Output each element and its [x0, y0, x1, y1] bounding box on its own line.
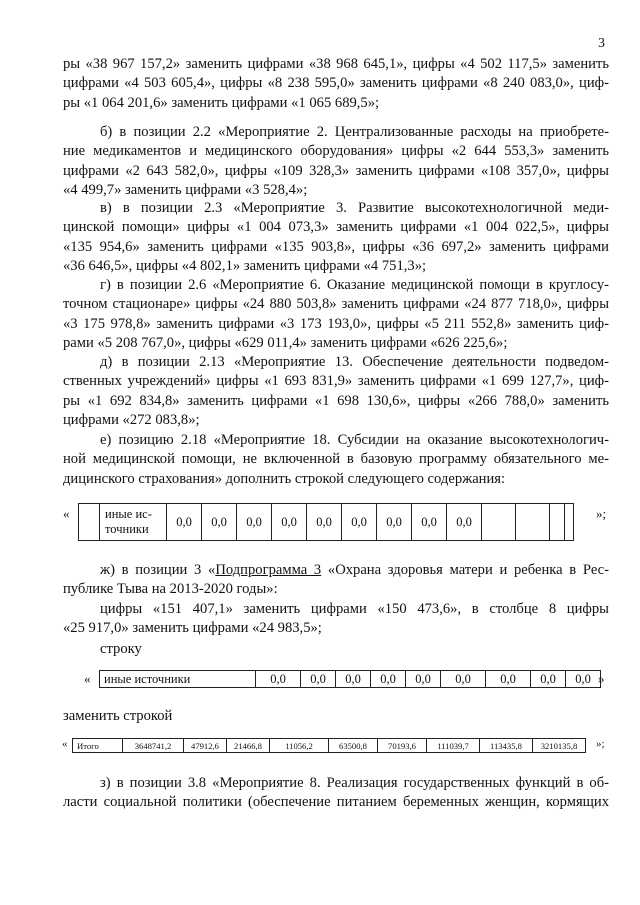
- close-quote: »;: [596, 738, 605, 750]
- text-line: «36 646,5», цифры «4 802,1» заменить цифрами «4 751,3»;: [63, 258, 427, 275]
- text-line: строку: [100, 641, 142, 657]
- paragraph-replace: [63, 707, 609, 726]
- text-line: цифры «151 407,1» заменить цифрами «150 473,6», в столбце 8 цифры: [100, 601, 609, 617]
- open-quote: «: [62, 738, 68, 750]
- text-line: б) в позиции 2.2 «Мероприятие 2. Централизованные расходы на приобрете-: [100, 124, 609, 140]
- table-cell-label: Итого: [73, 739, 123, 753]
- text-line: д) в позиции 2.13 «Мероприятие 13. Обеспечение деятельности подведом-: [100, 354, 609, 370]
- paragraph-row: [63, 640, 609, 659]
- table-other-sources-addition: [78, 503, 574, 541]
- text-line: ры «1 064 201,6» заменить цифрами «1 065 689,5»;: [63, 94, 380, 111]
- table-cell: 0,0: [566, 671, 601, 688]
- table-cell: 3648741,2: [123, 739, 184, 753]
- table-cell: 0,0: [202, 504, 237, 541]
- text-line: ние медикаментов и медицинского оборудования» цифры «2 644 553,3» заменить: [63, 143, 609, 160]
- open-quote: «: [84, 671, 91, 686]
- table-total-new: [72, 738, 586, 753]
- paragraph-zh: [63, 561, 609, 600]
- paragraph-b: [63, 123, 609, 201]
- table-cell: 0,0: [256, 671, 301, 688]
- text-line: цифрами «272 083,8»;: [63, 412, 200, 429]
- table-cell: 11056,2: [270, 739, 329, 753]
- table-cell: 70193,6: [378, 739, 427, 753]
- table-cell: 0,0: [237, 504, 272, 541]
- table-cell: 0,0: [272, 504, 307, 541]
- table-cell: 0,0: [342, 504, 377, 541]
- table-cell: 21466,8: [227, 739, 270, 753]
- table-cell: 0,0: [531, 671, 566, 688]
- text-line: точном стационаре» цифры «24 880 503,8» заменить цифрами «24 877 718,0», цифры: [63, 296, 609, 313]
- paragraph-d: [63, 353, 609, 431]
- table-cell: 0,0: [377, 504, 412, 541]
- text-line: ной медицинской помощи, не включенной в базовую программу обязательного ме-: [63, 451, 609, 468]
- table-cell: 3210135,8: [533, 739, 586, 753]
- table-cell: 0,0: [307, 504, 342, 541]
- text-line: цинской помощи» цифры «1 004 073,3» заменить цифрами «1 004 022,5», цифры: [63, 219, 609, 236]
- table-row: [100, 671, 601, 688]
- table-cell: 0,0: [301, 671, 336, 688]
- table-cell: 0,0: [167, 504, 202, 541]
- table-row: [73, 739, 586, 753]
- text-line: ры «38 967 157,2» заменить цифрами «38 968 645,1», цифры «4 502 117,5» заменить: [63, 56, 609, 72]
- table-other-sources-old: [99, 670, 601, 688]
- table-cell: 0,0: [371, 671, 406, 688]
- table-cell: 0,0: [412, 504, 447, 541]
- close-quote: »;: [596, 506, 607, 521]
- text-line: «25 917,0» заменить цифрами «24 983,5»;: [63, 620, 322, 637]
- paragraph-continuation: [63, 55, 609, 113]
- table-cell: [565, 504, 574, 541]
- table-cell: [482, 504, 516, 541]
- open-quote: «: [63, 506, 70, 521]
- text-line: «3 175 978,8» заменить цифрами «3 173 193,0», цифры «5 211 552,8» заменить циф-: [63, 315, 609, 332]
- table-cell: [550, 504, 565, 541]
- text-line: «4 499,7» заменить цифрами «3 528,4»;: [63, 182, 308, 199]
- table-row: [79, 504, 574, 541]
- table-cell: 0,0: [447, 504, 482, 541]
- text-line: г) в позиции 2.6 «Мероприятие 6. Оказание медицинской помощи в круглосу-: [100, 277, 609, 293]
- table-cell: 0,0: [486, 671, 531, 688]
- text-line: цифрами «4 503 605,4», цифры «8 238 595,0» заменить цифрами «8 240 083,0», циф-: [63, 75, 609, 92]
- table-cell: 111039,7: [427, 739, 480, 753]
- text-line: «135 954,6» заменить цифрами «135 903,8», цифры «36 697,2» заменить цифрами: [63, 238, 609, 255]
- page-number: 3: [598, 36, 605, 51]
- text-line: заменить строкой: [63, 708, 173, 724]
- text-line: цифрами «2 643 582,0», цифры «109 328,3» заменить цифрами «108 357,0», цифры: [63, 162, 609, 179]
- paragraph-g: [63, 276, 609, 354]
- paragraph-figures: [63, 600, 609, 639]
- text-line: з) в позиции 3.8 «Мероприятие 8. Реализация государственных функций в об-: [100, 775, 609, 791]
- paragraph-e: [63, 431, 609, 489]
- table-cell: 63500,8: [329, 739, 378, 753]
- table-cell: 113435,8: [480, 739, 533, 753]
- text-line: е) позицию 2.18 «Мероприятие 18. Субсидии на оказание высокотехнологич-: [100, 432, 609, 448]
- text-line: в) в позиции 2.3 «Мероприятие 3. Развитие высокотехнологичной меди-: [100, 200, 609, 216]
- text-line: публике Тыва на 2013-2020 годы»:: [63, 581, 278, 598]
- paragraph-v: [63, 199, 609, 277]
- table-cell: [79, 504, 100, 541]
- table-cell: 47912,6: [184, 739, 227, 753]
- text-line: ственных учреждений» цифры «1 693 831,9» заменить цифрами «1 699 127,7», циф-: [63, 373, 609, 390]
- text-line: дицинского страхования» дополнить строкой следующего содержания:: [63, 470, 506, 487]
- text-line: рами «5 208 767,0», цифры «629 011,4» заменить цифрами «626 225,6»;: [63, 335, 508, 352]
- table-cell-label: иные ис- точники: [100, 504, 167, 541]
- close-quote: »: [598, 671, 605, 686]
- paragraph-z: [63, 774, 609, 813]
- table-cell: 0,0: [406, 671, 441, 688]
- text-line: ры «1 692 834,8» заменить цифрами «1 698 130,6», цифры «266 788,0» заменить: [63, 392, 609, 409]
- text-line: ласти социальной политики (обеспечение питанием беременных женщин, кормящих: [63, 794, 609, 811]
- table-cell: [516, 504, 550, 541]
- table-cell: 0,0: [441, 671, 486, 688]
- table-cell-label: иные источники: [100, 671, 256, 688]
- table-cell: 0,0: [336, 671, 371, 688]
- text-line: ж) в позиции 3 «Подпрограмма 3 «Охрана здоровья матери и ребенка в Рес-: [100, 562, 609, 578]
- subprogram-link: Подпрограмма 3: [215, 562, 322, 578]
